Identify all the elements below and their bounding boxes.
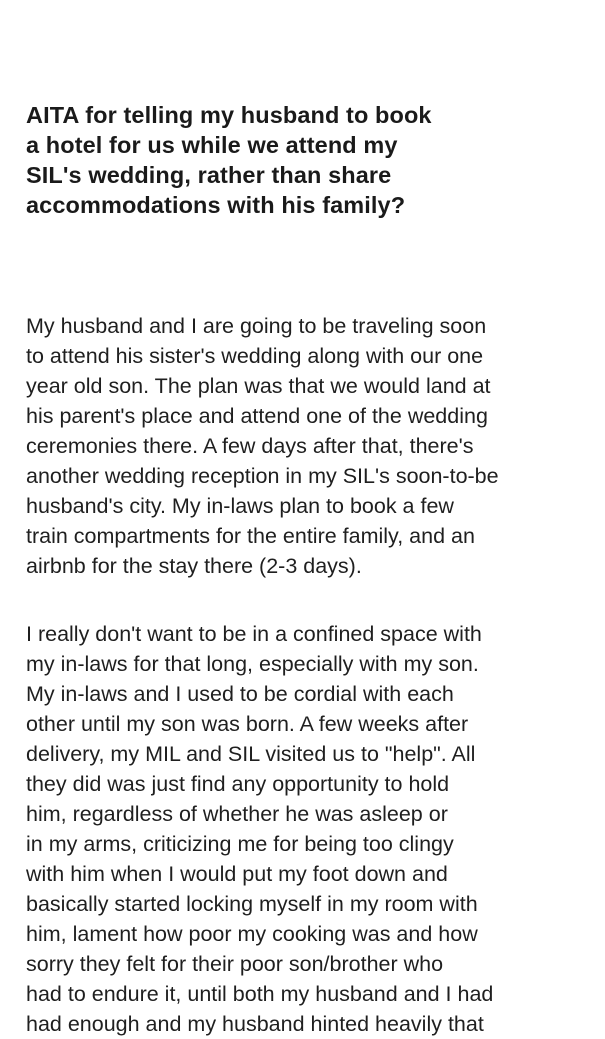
paragraph-line: sorry they felt for their poor son/brother who xyxy=(26,952,444,976)
post-title-line: AITA for telling my husband to book xyxy=(26,102,432,128)
paragraph-line: delivery, my MIL and SIL visited us to "help". All xyxy=(26,742,476,766)
paragraph-line: I really don't want to be in a confined space with xyxy=(26,622,482,646)
paragraph-line: his parent's place and attend one of the wedding xyxy=(26,404,488,428)
post-paragraph-1 xyxy=(26,311,586,581)
paragraph-line: My husband and I are going to be traveling soon xyxy=(26,314,487,338)
paragraph-line: him, lament how poor my cooking was and how xyxy=(26,922,478,946)
paragraph-line: had to endure it, until both my husband and I had xyxy=(26,982,494,1006)
paragraph-line: in my arms, criticizing me for being too clingy xyxy=(26,832,454,856)
paragraph-line: airbnb for the stay there (2-3 days). xyxy=(26,554,362,578)
paragraph-line: basically started locking myself in my room with xyxy=(26,892,478,916)
post-title-line: SIL's wedding, rather than share xyxy=(26,162,392,188)
paragraph-line: train compartments for the entire family, and an xyxy=(26,524,475,548)
paragraph-line: ceremonies there. A few days after that, there's xyxy=(26,434,474,458)
paragraph-line: another wedding reception in my SIL's soon-to-be xyxy=(26,464,499,488)
post-title-line: a hotel for us while we attend my xyxy=(26,132,398,158)
paragraph-line: husband's city. My in-laws plan to book a few xyxy=(26,494,454,518)
post-title xyxy=(26,100,581,220)
paragraph-line: My in-laws and I used to be cordial with each xyxy=(26,682,454,706)
post-paragraph-2 xyxy=(26,619,586,1039)
post-title-line: accommodations with his family? xyxy=(26,192,406,218)
paragraph-line: other until my son was born. A few weeks after xyxy=(26,712,469,736)
paragraph-line: with him when I would put my foot down and xyxy=(26,862,448,886)
paragraph-line: year old son. The plan was that we would land at xyxy=(26,374,491,398)
paragraph-line: they did was just find any opportunity to hold xyxy=(26,772,450,796)
paragraph-line: my in-laws for that long, especially with my son. xyxy=(26,652,479,676)
paragraph-line: him, regardless of whether he was asleep or xyxy=(26,802,448,826)
paragraph-line: to attend his sister's wedding along with our one xyxy=(26,344,484,368)
paragraph-line: had enough and my husband hinted heavily that xyxy=(26,1012,484,1036)
